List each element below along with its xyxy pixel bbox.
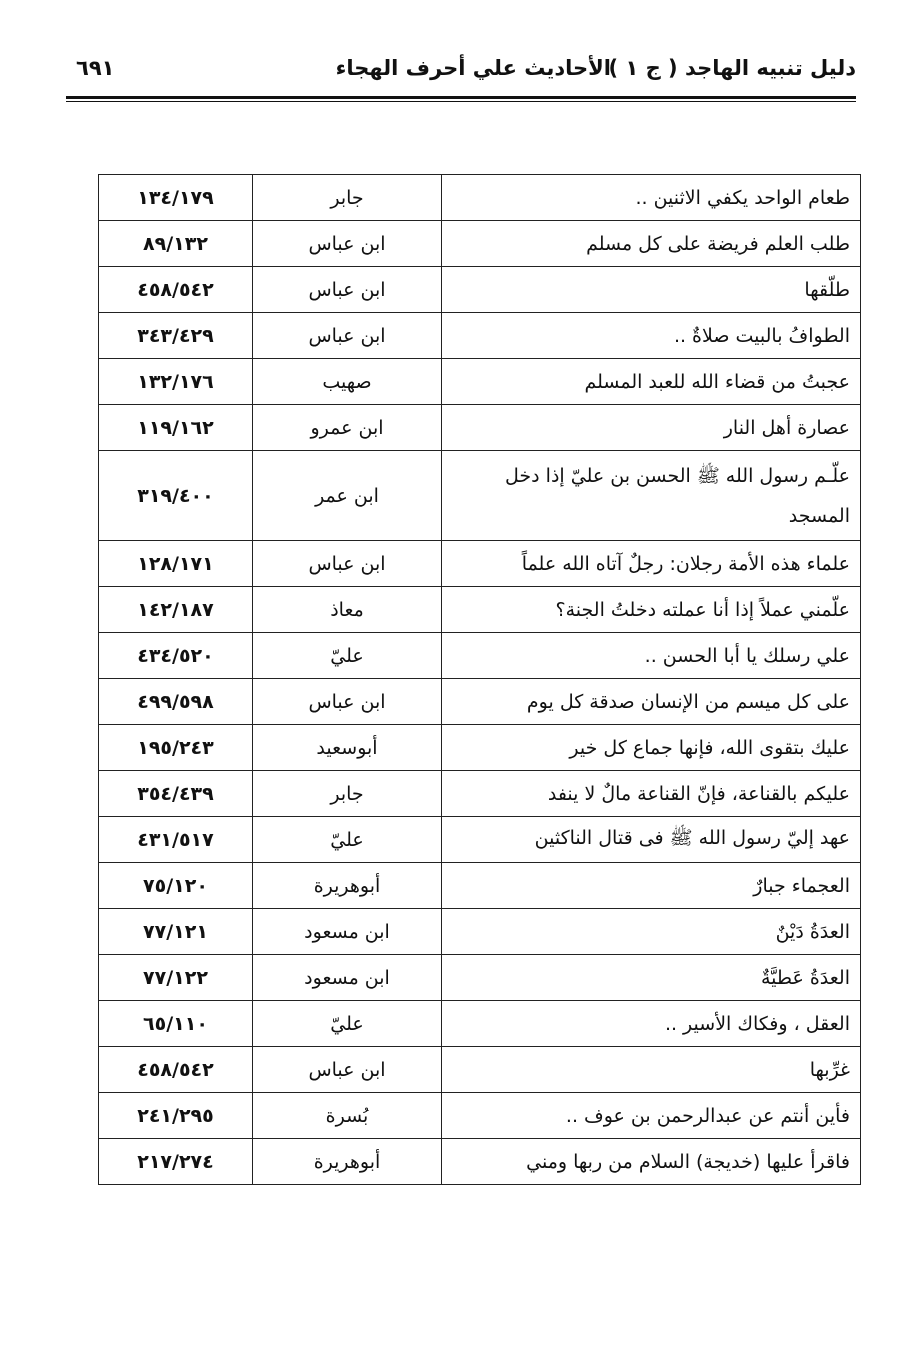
hadith-text: طلب العلم فريضة على كل مسلم [442,221,861,267]
reference: ١٣٢/١٧٦ [99,359,253,405]
reference: ٣٥٤/٤٣٩ [99,771,253,817]
narrator: بُسرة [253,1093,442,1139]
table-row [99,1139,861,1185]
hadith-text: علماء هذه الأمة رجلان: رجلٌ آتاه الله علماً [442,541,861,587]
hadith-text: فأين أنتم عن عبدالرحمن بن عوف .. [442,1093,861,1139]
narrator: عليّ [253,817,442,863]
table-row [99,451,861,541]
reference: ٦٥/١١٠ [99,1001,253,1047]
table-row [99,633,861,679]
hadith-text: العدَةُ دَيْنٌ [442,909,861,955]
hadith-text: غرِّبها [442,1047,861,1093]
narrator: جابر [253,771,442,817]
hadith-text: علّمني عملاً إذا أنا عملته دخلتُ الجنة؟ [442,587,861,633]
narrator: ابن عمر [253,451,442,541]
reference: ٣٤٣/٤٢٩ [99,313,253,359]
page-header [66,56,856,88]
table-row [99,1001,861,1047]
narrator: ابن عباس [253,267,442,313]
hadith-text: علّـم رسول الله ﷺ الحسن بن عليّ إذا دخل المسجد [442,451,861,541]
hadith-text: طعام الواحد يكفي الاثنين .. [442,175,861,221]
table-row [99,725,861,771]
table-row [99,863,861,909]
narrator: ابن عباس [253,313,442,359]
narrator: أبوسعيد [253,725,442,771]
reference: ٤٥٨/٥٤٢ [99,1047,253,1093]
table-row [99,909,861,955]
reference: ٤٣٤/٥٢٠ [99,633,253,679]
reference: ١١٩/١٦٢ [99,405,253,451]
hadith-text: العدَةُ عَطيَّةٌ [442,955,861,1001]
hadith-text: علي رسلك يا أبا الحسن .. [442,633,861,679]
narrator: صهيب [253,359,442,405]
narrator: أبوهريرة [253,1139,442,1185]
reference: ٤٩٩/٥٩٨ [99,679,253,725]
reference: ١٣٤/١٧٩ [99,175,253,221]
reference: ٤٣١/٥١٧ [99,817,253,863]
table-row [99,267,861,313]
narrator: جابر [253,175,442,221]
table-row [99,541,861,587]
reference: ٢٤١/٢٩٥ [99,1093,253,1139]
hadith-text: عهد إليّ رسول الله ﷺ فى قتال الناكثين [442,817,861,863]
table-row [99,175,861,221]
hadith-text: على كل ميسم من الإنسان صدقة كل يوم [442,679,861,725]
hadith-text: فاقرأ عليها (خديجة) السلام من ربها ومني [442,1139,861,1185]
hadith-text: الطوافُ بالبيت صلاةٌ .. [442,313,861,359]
table-row [99,817,861,863]
hadith-text: عجبتُ من قضاء الله للعبد المسلم [442,359,861,405]
table-row [99,955,861,1001]
narrator: ابن عمرو [253,405,442,451]
book-title: دليل تنبيه الهاجد ( ج ١ ) [608,56,856,80]
table-row [99,1047,861,1093]
hadith-text: عليكم بالقناعة، فإنّ القناعة مالٌ لا ينفد [442,771,861,817]
reference: ٢١٧/٢٧٤ [99,1139,253,1185]
table-row [99,405,861,451]
table-row [99,359,861,405]
narrator: ابن عباس [253,221,442,267]
narrator: ابن عباس [253,679,442,725]
reference: ٧٧/١٢١ [99,909,253,955]
table-row [99,1093,861,1139]
header-rule-thin [66,101,856,102]
table-row [99,221,861,267]
narrator: ابن عباس [253,541,442,587]
narrator: عليّ [253,1001,442,1047]
narrator: عليّ [253,633,442,679]
table-row [99,771,861,817]
narrator: ابن مسعود [253,955,442,1001]
table-row [99,587,861,633]
reference: ٣١٩/٤٠٠ [99,451,253,541]
reference: ٧٥/١٢٠ [99,863,253,909]
hadith-text: عليك بتقوى الله، فإنها جماع كل خير [442,725,861,771]
narrator: أبوهريرة [253,863,442,909]
section-title: الأحاديث علي أحرف الهجاء [335,56,611,80]
reference: ٤٥٨/٥٤٢ [99,267,253,313]
header-rule [66,96,856,99]
narrator: ابن مسعود [253,909,442,955]
reference: ٧٧/١٢٢ [99,955,253,1001]
hadith-text: العجماء جبارٌ [442,863,861,909]
reference: ٨٩/١٣٢ [99,221,253,267]
narrator: ابن عباس [253,1047,442,1093]
reference: ١٤٢/١٨٧ [99,587,253,633]
hadith-text: عصارة أهل النار [442,405,861,451]
table-row [99,313,861,359]
hadith-text: طلّقها [442,267,861,313]
hadith-index-table [98,174,861,1185]
reference: ١٩٥/٢٤٣ [99,725,253,771]
hadith-text: العقل ، وفكاك الأسير .. [442,1001,861,1047]
page-number: ٦٩١ [76,56,115,80]
narrator: معاذ [253,587,442,633]
reference: ١٢٨/١٧١ [99,541,253,587]
table-row [99,679,861,725]
